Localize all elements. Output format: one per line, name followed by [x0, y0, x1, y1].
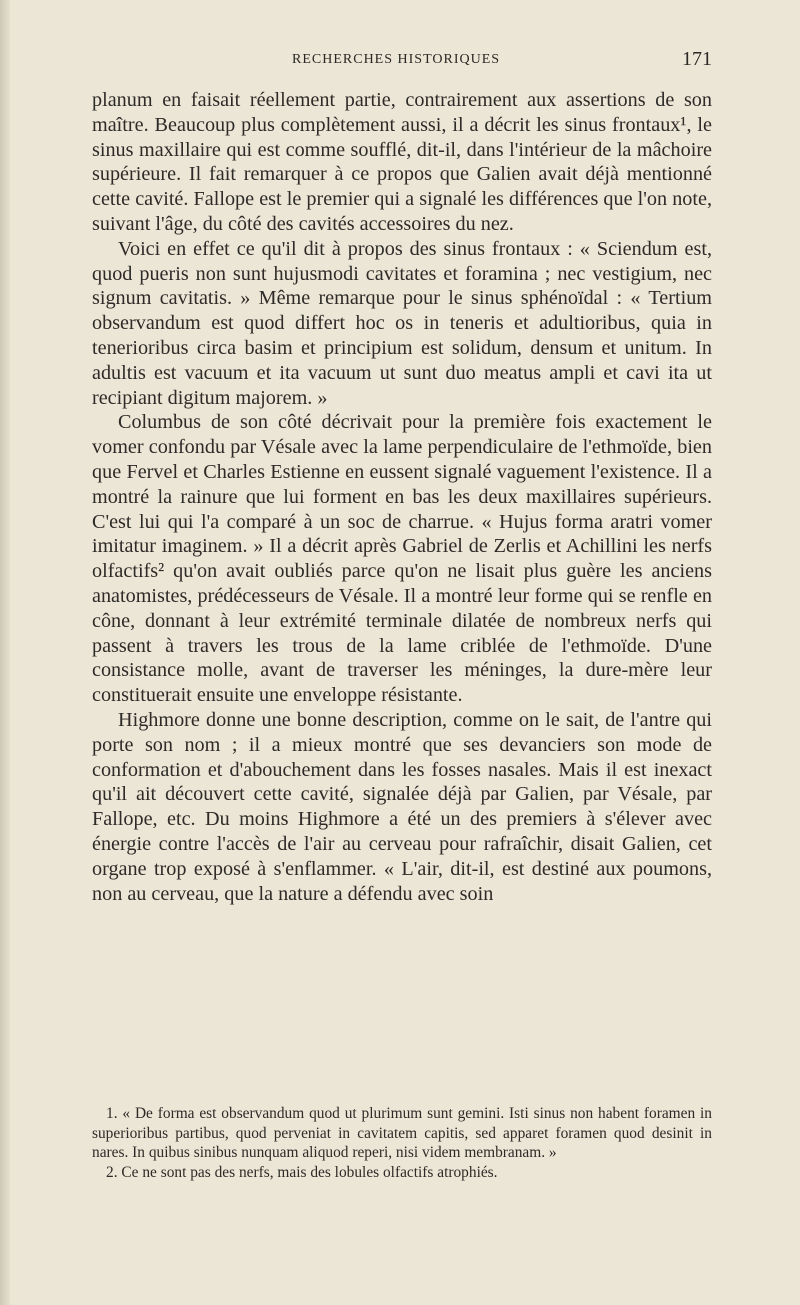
page-number: 171	[682, 48, 712, 70]
paragraph: Voici en effet ce qu'il dit à propos des sinus frontaux : « Sciendum est, quod pueris non sunt hujusmodi cavitates et foramina ; nec vestigium, nec signum cavitatis. » Même remarque pour le sinus sphénoïdal : « Tertium observandum est quod differt hoc os in teneris et adultioribus, quia in tenerioribus circa basim et principium est solidum, densum et unitum. In adultis est vacuum et ita vacuum ut sunt duo meatus ampli et cavi ita ut recipiant digitum majorem. »	[92, 237, 712, 409]
paragraph: Columbus de son côté décrivait pour la première fois exactement le vomer confondu par Vésale avec la lame perpendiculaire de l'ethmoïde, bien que Fervel et Charles Estienne en eussent signalé vaguement l'existence. Il a montré la rainure que lui forment en bas les deux maxillaires supérieurs. C'est lui qui l'a comparé à un soc de charrue. « Hujus forma aratri vomer imitatur imaginem. » Il a décrit après Gabriel de Zerlis et Achillini les nerfs olfactifs² qu'on avait oubliés parce qu'on ne lisait plus guère les anciens anatomistes, prédécesseurs de Vésale. Il a montré leur forme qui se renfle en cône, donnant à leur extrémité terminale dilatée de nombreux nerfs qui passent à travers les trous de la lame criblée de l'ethmoïde. D'une consistance molle, avant de traverser les méninges, la dure-mère leur constituerait ensuite une enveloppe résistante.	[92, 411, 712, 707]
page-gutter	[0, 0, 10, 1305]
paragraph: planum en faisait réellement partie, contrairement aux assertions de son maître. Beaucoup plus complètement aussi, il a décrit les sinus frontaux¹, le sinus maxillaire qui est comme soufflé, dit-il, dans l'intérieur de la mâchoire supérieure. Il fait remarquer à ce propos que Galien avait déjà mentionné cette cavité. Fallope est le premier qui a signalé les différences que l'on note, suivant l'âge, du côté des cavités accessoires du nez.	[92, 89, 712, 235]
page-header	[92, 48, 712, 74]
footnotes	[92, 1104, 712, 1182]
body-text	[92, 88, 712, 906]
running-title: RECHERCHES HISTORIQUES	[292, 52, 501, 67]
footnote: 1. « De forma est observandum quod ut plurimum sunt gemini. Isti sinus non habent foramen in superioribus partibus, quod perveniat in cavitatem capitis, sed apparet foramen quod desinit in nares. In quibus sinibus nunquam aliquod reperi, nisi videm membranam. »	[92, 1105, 712, 1161]
paragraph: Highmore donne une bonne description, comme on le sait, de l'antre qui porte son nom ; il a mieux montré que ses devanciers son mode de conformation et d'abouchement dans les fosses nasales. Mais il est inexact qu'il ait découvert cette cavité, signalée déjà par Galien, par Vésale, par Fallope, etc. Du moins Highmore a été un des premiers à s'élever avec énergie contre l'accès de l'air au cerveau pour rafraîchir, disait Galien, cet organe trop exposé à s'enflammer. « L'air, dit-il, est destiné aux poumons, non au cerveau, que la nature a défendu avec soin	[92, 708, 712, 905]
footnote: 2. Ce ne sont pas des nerfs, mais des lobules olfactifs atrophiés.	[106, 1163, 498, 1181]
